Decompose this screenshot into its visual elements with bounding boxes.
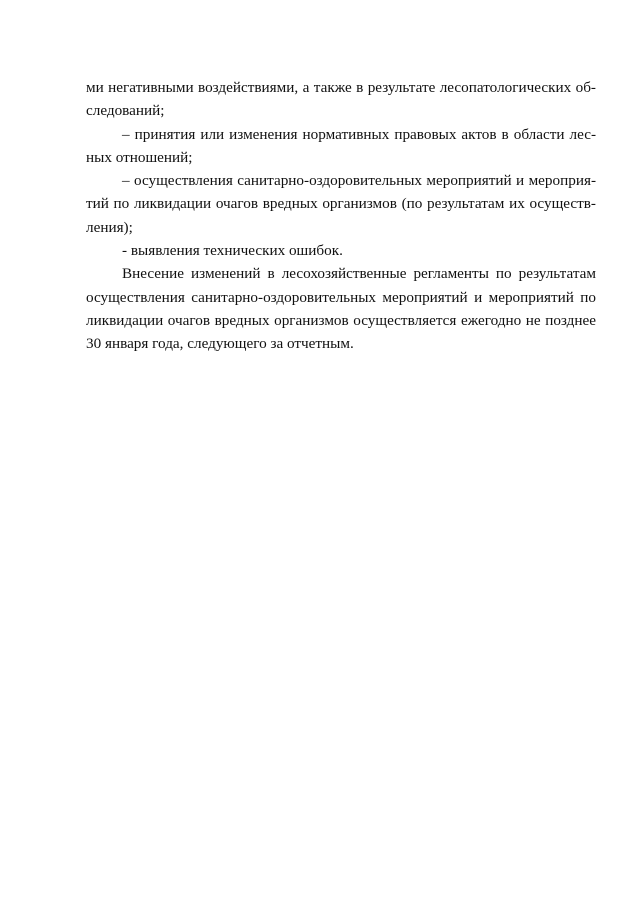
- text-line: тий по ликвидации очагов вредных организмов (по результатам их осуществ-: [86, 195, 596, 213]
- text-line: осуществления санитарно-оздоровительных мероприятий и мероприятий по: [86, 288, 596, 306]
- list-item-line: - выявления технических ошибок.: [122, 242, 343, 260]
- text-line: ликвидации очагов вредных организмов осуществляется ежегодно не позднее: [86, 311, 596, 329]
- text-line: ных отношений;: [86, 148, 193, 166]
- text-line: ления);: [86, 218, 133, 236]
- paragraph-first-line: Внесение изменений в лесохозяйственные регламенты по результатам: [122, 265, 596, 283]
- text-line: ми негативными воздействиями, а также в результате лесопатологических об-: [86, 79, 596, 96]
- text-line: 30 января года, следующего за отчетным.: [86, 335, 354, 353]
- text-line: следований;: [86, 102, 165, 120]
- list-item-line: – осуществления санитарно-оздоровительных мероприятий и мероприя-: [122, 172, 596, 190]
- list-item-line: – принятия или изменения нормативных правовых актов в области лес-: [122, 125, 596, 143]
- document-text: [86, 76, 596, 356]
